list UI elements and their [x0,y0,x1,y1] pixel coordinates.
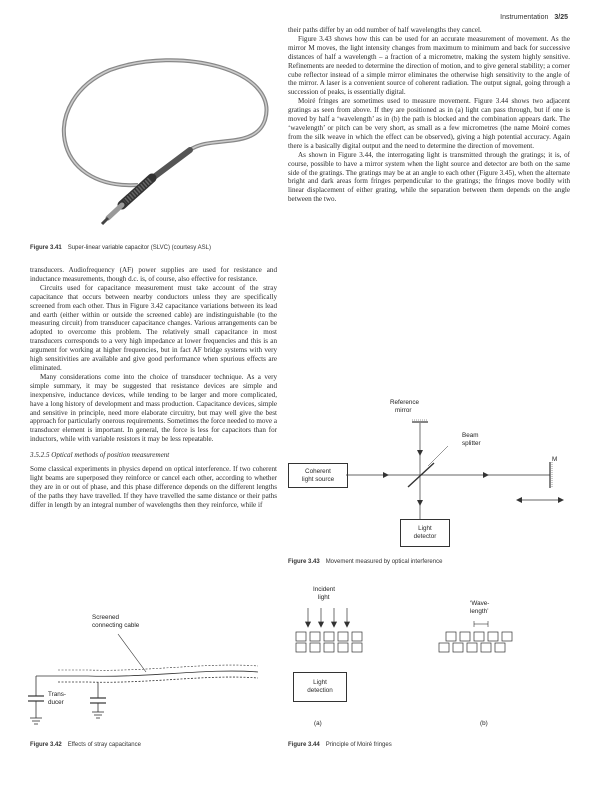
figure-3-43-caption [288,559,568,565]
figure-3-42-caption [30,742,280,748]
figure-3-42-text: Effects of stray capacitance [67,742,141,748]
label-m: M [552,456,558,463]
label-a: (a) [314,720,322,727]
figure-3-41-text: Super-linear variable capacitor (SLVC) (courtesy ASL) [67,245,211,251]
label-mirror: mirror [395,407,412,414]
slvc-photo [30,40,275,230]
label-trans: Trans- [48,691,66,698]
label-coherent: Coherent [305,467,331,475]
running-header [500,14,568,21]
interferometer-diagram [288,410,558,560]
left-paragraph-3: Many considerations come into the choice of transducer technique. As a very simple summary, it may be suggested that resistance devices are simple and inexpensive, inductance devices, while tending to be larger and more complicated, have a long history of development and mass production. Capacitance devices, simple and sensitive in principle, need more elaborate circuitry, but may well give the best approach for particularly onerous requirements. Sometimes the force needed to move a transducer element is important. In general, the force is less for capacitors than for inductors, while with variable resistors it may be less repeatable. [30,372,278,444]
figure-3-44-text: Principle of Moiré fringes [325,742,392,748]
label-b: (b) [480,720,488,727]
label-det-light: Light [418,525,432,532]
figure-3-43-text: Movement measured by optical interference [325,559,443,565]
label-splitter: splitter [462,440,481,447]
left-column [30,266,277,510]
label-reference: Reference [390,399,420,406]
label-light: light [318,594,330,601]
left-paragraph-2: Circuits used for capacitance measurement must take account of the stray capacitance that occurs between nearby conductors unless they are specifically screened from each other. Thus in Figure 3.42 capacitance variations between its lead and earth (either within or outside the screened cable) are indistinguishable (to the measuring circuit) from transducer capacitance changes. Various arrangements can be adopted to overcome this problem. The relatively small capacitance in most transducers corresponds to a very high impedance at lower frequencies and this is an argument for working at higher frequencies, but in fact AF bridge systems with very high sensitivities are available and give good performance when spurious effects are eliminated. [30,283,277,372]
label-wave: ‘Wave- [470,600,490,607]
stray-capacitance-circuit [28,630,278,750]
right-column [288,26,570,204]
label-beam: Beam [462,432,479,439]
light-detection-box [293,672,347,702]
label-detector: detector [413,533,437,540]
left-paragraph-1: transducers. Audiofrequency (AF) power supplies are used for resistance and inductance measurements, though d.c. is, of course, also effective for resistance. [30,266,277,283]
figure-3-41-number: Figure 3.41 [30,245,62,251]
right-paragraph-1: their paths differ by an odd number of half wavelengths they cancel. [288,26,482,34]
figure-3-42-number: Figure 3.42 [30,742,62,748]
header-section: Instrumentation [500,14,549,21]
label-detection: detection [307,687,333,694]
section-heading: 3.5.2.5 Optical methods of position measurement [30,451,170,460]
right-paragraph-3: Moiré fringes are sometimes used to measure movement. Figure 3.44 shows two adjacent gratings as seen from above. If they are positioned as in (a) light can pass through, but if one is moved by half a ‘wavelength’ as in (b) the path is blocked and the combination appears dark. The ‘wavelength’ or pitch can be very short, as small as a few micrometres (the name Moiré comes from the silk weave in which the effect can be observed), giving a high potential accuracy. Again there is a basically digital output and the need to determine the direction of movement. [288,97,570,150]
figure-3-41-caption [30,245,280,251]
label-screened: Screened [92,614,119,621]
figure-3-44-caption [288,742,568,748]
label-connecting-cable: connecting cable [92,622,140,629]
label-detection-light: Light [313,679,327,686]
label-length: length’ [470,608,489,615]
right-paragraph-4: As shown in Figure 3.44, the interrogating light is transmitted through the gratings; it is, of course, possible to have a mirror system when the light source and detector are both on the same side of the gratings. The gratings may be at an angle to each other (Figure 3.45), when the alternate bright and dark areas form fringes perpendicular to the gratings; the fringes move bodily with linear displacement of either grating, while the separation between them depends on the angle between the two. [288,150,570,204]
moire-gratings-diagram [288,600,558,720]
left-paragraph-4: Some classical experiments in physics depend on optical interference. If two coherent light beams are superposed they reinforce or cancel each other, according to whether they are in or out of phase, and this phase difference depends on the different lengths of the paths they have travelled. If they have travelled the same distance or their paths differ in length by an integral number of wavelengths then they reinforce, while if [30,465,277,509]
label-light-source: light source [301,475,335,483]
page-number: 3/25 [554,14,568,21]
right-paragraph-2: Figure 3.43 shows how this can be used for an accurate measurement of movement. As the mirror M moves, the light intensity changes from maximum to minimum and back for successive distances of half a wavelength – a fraction of a micrometre, making the system highly sensitive. Refinements are needed to determine the direction of motion, and to give general stability; a corner cube reflector instead of a simple mirror eliminates the otherwise high sensitivity to the angle of the mirror. A laser is a convenient source of coherent radiation. The output signal, going through a succession of peaks, is essentially digital. [288,34,570,97]
figure-3-43-number: Figure 3.43 [288,559,320,565]
figure-3-44-number: Figure 3.44 [288,742,320,748]
label-ducer: ducer [48,699,64,706]
label-incident: Incident [313,586,336,593]
